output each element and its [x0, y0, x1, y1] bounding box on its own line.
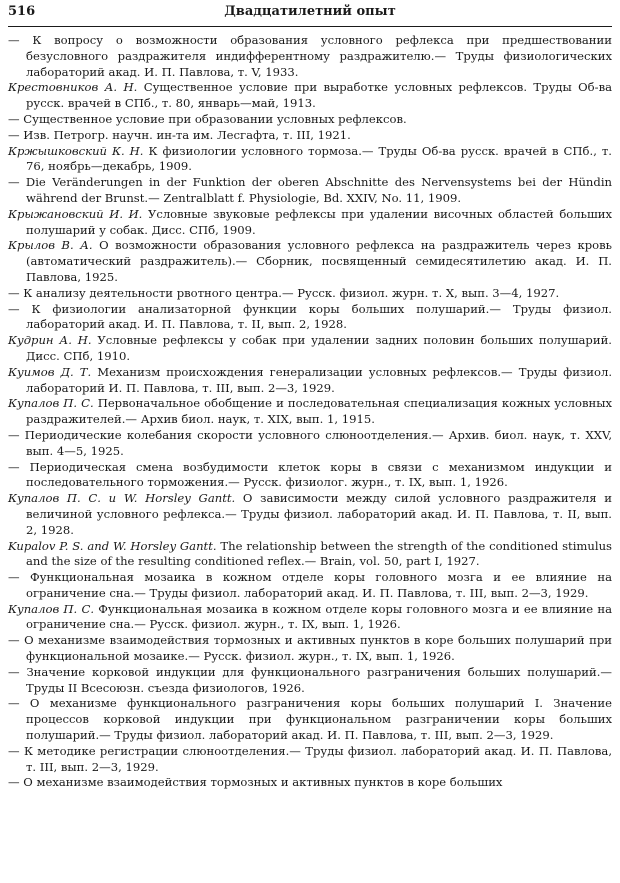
entry-author: Крылов В. А. — [8, 238, 93, 253]
bibliography-entry — [8, 112, 612, 128]
bibliography-entry — [8, 175, 612, 207]
bibliography-entry — [8, 396, 612, 428]
entry-text: — К физиологии анализаторной функции коры больших полушарий.— Труды физиол. лабораторий акад. И. П. Павлова, т. II, вып. 2, 1928. — [8, 301, 612, 332]
entry-text: — Периодическая смена возбудимости клеток коры в связи с механизмом индукции и последовательного торможения.— Русск. физиолог. журн., т. IX, вып. 1, 1926. — [8, 459, 612, 490]
entry-text: Первоначальное обобщение и последовательная специализация кожных условных раздражителей.— Архив биол. наук, т. XIX, вып. 1, 1915. — [26, 396, 612, 427]
bibliography-entry — [8, 602, 612, 634]
bibliography-entry — [8, 33, 612, 80]
entry-text: — Die Veränderungen in der Funktion der oberen Abschnitte des Nervensystems bei der Hündin während der Brunst.— Zentralblatt f. Physiologie, Bd. XXIV, No. 11, 1909. — [8, 175, 612, 205]
entry-text: — О механизме взаимодействия тормозных и активных пунктов в коре больших — [8, 775, 503, 790]
entry-text: — К методике регистрации слюноотделения.— Труды физиол. лабораторий акад. И. П. Павлова, т. III, вып. 2—3, 1929. — [8, 743, 612, 774]
bibliography-entry — [8, 80, 612, 112]
bibliography-entry — [8, 539, 612, 571]
bibliography-entry — [8, 775, 612, 791]
entry-author: Купалов П. С. — [8, 396, 94, 411]
entry-text: Функциональная мозаика в кожном отделе коры головного мозга и ее влияние на ограничение сна.— Русск. физиол. журн., т. IX, вып. 1, 1926. — [26, 601, 612, 632]
entry-text: — Функциональная мозаика в кожном отделе коры головного мозга и ее влияние на ограничение сна.— Труды физиол. лабораторий акад. И. П. Павлова, т. III, вып. 2—3, 1929. — [8, 570, 612, 600]
entry-text: — О механизме взаимодействия тормозных и активных пунктов в коре больших полушарий при функциональной мозаике.— Русск. физиол. журн., т. IX, вып. 1, 1926. — [8, 633, 612, 664]
bibliography-entry — [8, 491, 612, 538]
entry-text: — Периодические колебания скорости условного слюноотделения.— Архив. биол. наук, т. XXV, вып. 4—5, 1925. — [8, 427, 612, 458]
entry-author: Кудрин А. Н. — [8, 333, 92, 348]
bibliography-entry — [8, 365, 612, 397]
entry-text: — К вопросу о возможности образования условного рефлекса при предшествовании безусловного раздражителя индифферентному раздражителю.— Труды физиологических лабораторий акад. И. П. Павлова, т. V, 1933. — [8, 33, 612, 79]
entry-author: Купалов П. С. — [8, 601, 95, 616]
bibliography-list — [8, 33, 612, 791]
entry-text: — О механизме функционального разграничения коры больших полушарий I. Значение процессов корковой индукции при функциональном разграничении коры больших полушарий.— Труды физиол. лабораторий акад. И. П. Павлова, т. III, вып. 2—3, 1929. — [8, 696, 612, 743]
entry-text: — К анализу деятельности рвотного центра.— Русск. физиол. журн. т. X, вып. 3—4, 1927. — [8, 285, 560, 300]
entry-text: О возможности образования условного рефлекса на раздражитель через кровь (автоматический раздражитель).— Сборник, посвященный семидесятилетию акад. И. П. Павлова, 1925. — [26, 238, 612, 284]
entry-author: Крыжановский И. И. — [8, 206, 143, 221]
bibliography-entry — [8, 428, 612, 460]
bibliography-entry — [8, 744, 612, 776]
entry-text: — Существенное условие при образовании условных рефлексов. — [8, 111, 407, 126]
bibliography-entry — [8, 633, 612, 665]
bibliography-entry — [8, 570, 612, 602]
entry-author: Kupalov P. S. and W. Horsley Gantt. — [8, 538, 217, 553]
bibliography-entry — [8, 238, 612, 285]
entry-text: К физиологии условного тормоза.— Труды Об-ва русск. врачей в СПб., т. 76, ноябрь—декабрь, 1909. — [26, 143, 612, 174]
entry-text: — Значение корковой индукции для функционального разграничения больших полушарий.— Труды II Всесоюзн. съезда физиологов, 1926. — [8, 664, 612, 695]
bibliography-entry — [8, 696, 612, 743]
entry-author: Крестовников А. Н. — [8, 80, 138, 95]
bibliography-entry — [8, 460, 612, 492]
entry-author: Кржышковский К. Н. — [8, 143, 144, 158]
bibliography-entry — [8, 144, 612, 176]
entry-text: О зависимости между силой условного раздражителя и величиной условного рефлекса.— Труды физиол. лабораторий акад. И. П. Павлова, т. II, вып. 2, 1928. — [26, 491, 612, 537]
bibliography-entry — [8, 665, 612, 697]
entry-text: — Изв. Петрогр. научн. ин-та им. Лесгафта, т. III, 1921. — [8, 127, 351, 142]
entry-text: The relationship between the strength of the conditioned stimulus and the size of the resulting conditioned reflex.— Brain, vol. 50, part I, 1927. — [26, 538, 612, 569]
entry-text: Существенное условие при выработке условных рефлексов. Труды Об-ва русск. врачей в СПб., т. 80, январь—май, 1913. — [26, 80, 613, 111]
running-title: Двадцатилетний опыт — [224, 4, 396, 19]
entry-author: Куимов Д. Т. — [8, 364, 92, 379]
bibliography-entry — [8, 207, 612, 239]
entry-text: Механизм происхождения генерализации условных рефлексов.— Труды физиол. лабораторий И. П. Павлова, т. III, вып. 2—3, 1929. — [26, 364, 613, 395]
bibliography-entry — [8, 302, 612, 334]
entry-text: Условные рефлексы у собак при удалении задних половин больших полушарий. Дисс. СПб, 1910. — [26, 333, 612, 363]
bibliography-entry — [8, 333, 612, 365]
bibliography-entry — [8, 128, 612, 144]
bibliography-entry — [8, 286, 612, 302]
page-number: 516 — [8, 4, 36, 19]
page-header — [8, 4, 612, 27]
entry-text: Условные звуковые рефлексы при удалении височных областей больших полушарий у собак. Дисс. СПб, 1909. — [26, 206, 612, 237]
entry-author: Купалов П. С. и W. Horsley Gantt. — [8, 491, 236, 506]
